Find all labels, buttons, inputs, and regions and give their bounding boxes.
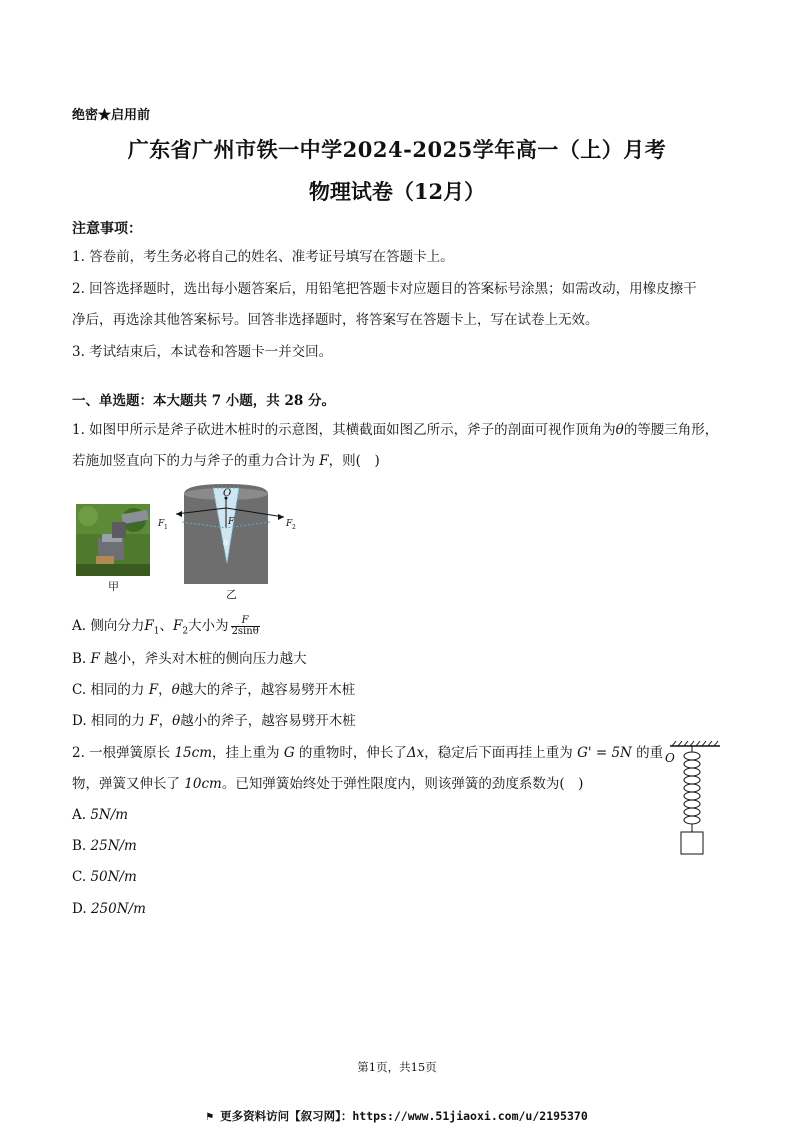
q1-option-c: C. 相同的力 F，θ越大的斧子，越容易劈开木桩 [72, 682, 356, 698]
secret-label: 绝密★启用前 [72, 108, 151, 123]
q1-option-a-fraction: $\frac{F}{2\sin\theta}$ [231, 615, 259, 637]
fig-F2-sub: 2 [292, 524, 296, 531]
fig-O: O [223, 488, 232, 499]
notice-item-3: 3. 考试结束后，本试卷和答题卡一并交回。 [72, 344, 333, 360]
fig-F1: F [158, 519, 165, 529]
fig-label-yi: 乙 [226, 588, 237, 601]
q2-option-c: C. 50N/m [72, 869, 137, 885]
q2-stem-line2: 物，弹簧又伸长了 10cm。已知弹簧始终处于弹性限度内，则该弹簧的劲度系数为( ) [72, 776, 584, 792]
fig-F1-sub: 1 [164, 524, 168, 531]
notice-item-2-line2: 净后，再选涂其他答案标号。回答非选择题时，将答案写在答题卡上，写在试卷上无效。 [72, 312, 599, 328]
section-heading: 一、单选题：本大题共 7 小题，共 28 分。 [72, 393, 335, 409]
q1-option-b: B. F 越小，斧头对木桩的侧向压力越大 [72, 651, 307, 667]
q1-option-a: A. 侧向分力$F_1$、$F_2$大小为 $\frac{F}{2\sin\theta}$ [72, 615, 259, 637]
q2-stem-line1: 2. 一根弹簧原长 15cm，挂上重为 G 的重物时，伸长了Δx，稳定后下面再挂上重为 G' = 5N 的重 [72, 745, 664, 761]
q2-option-d: D. 250N/m [72, 901, 146, 917]
spring-diagram [664, 740, 724, 858]
axe-cross-section-diagram [156, 484, 306, 586]
q1-stem-line2: 若施加竖直向下的力与斧子的重力合计为 F，则( ) [72, 453, 380, 469]
ad-banner[interactable] [0, 1108, 794, 1124]
q2-option-a: A. 5N/m [72, 807, 129, 823]
exam-title: 广东省广州市铁一中学2024-2025学年高一（上）月考 [127, 137, 667, 162]
q1-option-d: D. 相同的力 F，θ越小的斧子，越容易劈开木桩 [72, 713, 356, 729]
notice-item-1: 1. 答卷前，考生务必将自己的姓名、准考证号填写在答题卡上。 [72, 249, 454, 265]
q2-option-b: B. 25N/m [72, 838, 137, 854]
page-number: 第1页，共15页 [357, 1060, 437, 1074]
fig-theta: θ [223, 539, 228, 548]
flag-icon: ⚑ [206, 1109, 221, 1123]
fig-F2: F [286, 519, 293, 529]
spring-fig-O: O [665, 751, 675, 765]
fig-F: F [228, 517, 235, 527]
fig-label-jia: 甲 [108, 580, 119, 593]
exam-subtitle: 物理试卷（12月） [308, 179, 486, 204]
notice-heading: 注意事项： [72, 221, 142, 237]
ad-link[interactable]: 更多资料访问【叙习网】：https://www.51jiaoxi.com/u/2195370 [220, 1109, 588, 1123]
axe-photo-icon [76, 504, 150, 576]
q1-stem-line1: 1. 如图甲所示是斧子砍进木桩时的示意图，其横截面如图乙所示，斧子的剖面可视作顶角为θ的等腰三角形， [72, 422, 719, 438]
notice-item-2-line1: 2. 回答选择题时，选出每小题答案后，用铅笔把答题卡对应题目的答案标号涂黑；如需改动，用橡皮擦干 [72, 281, 697, 297]
axe-photo [76, 504, 150, 576]
